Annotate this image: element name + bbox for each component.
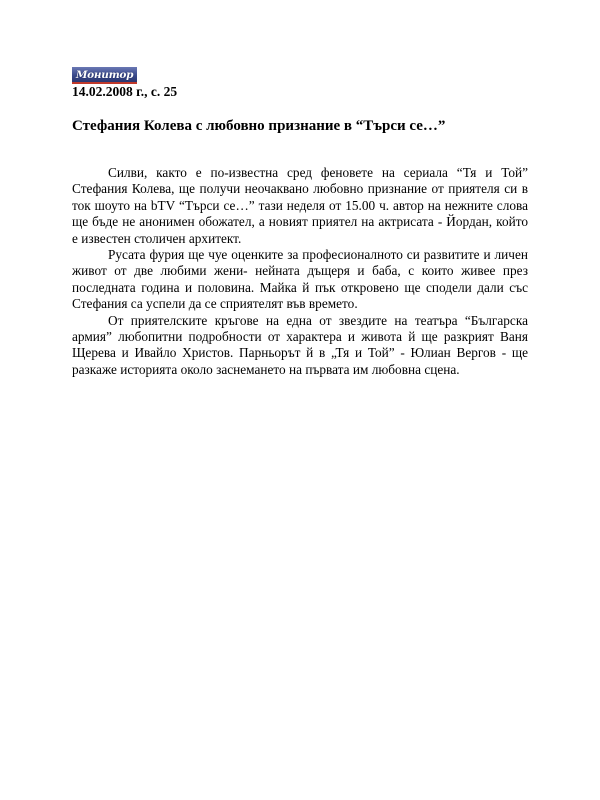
article-paragraph: Русата фурия ще чуе оценките за професионалното си развитите и личен живот от две любими жени- нейната дъщеря и баба, с които живее през последната година и половина. Майка й пък откровено ще сподели дали със Стефания са успели да се сприятелят във времето.	[72, 247, 528, 312]
date-line: 14.02.2008 г., с. 25	[72, 84, 178, 99]
article-body	[72, 165, 528, 378]
article-paragraph: Силви, както е по-известна сред феновете на сериала “Тя и Той” Стефания Колева, ще получи неочаквано любовно признание от приятеля си в ток шоуто на bTV “Търси се…” тази неделя от 15.00 ч. автор на нежните слова ще бъде не анонимен обожател, а новият приятел на актрисата - Йордан, който е известен столичен архитект.	[72, 165, 528, 246]
article-paragraph: От приятелските кръгове на една от звездите на театъра “Българска армия” любопитни подробности от характера и живота й ще разкрият Ваня Щерева и Ивайло Христов. Парньорът й в „Тя и Той” - Юлиан Вергов - ще разкаже историята около заснемането на първата им любовна сцена.	[72, 312, 528, 377]
newspaper-logo	[72, 67, 137, 84]
article-title: Стефания Колева с любовно признание в “Търси се…”	[72, 118, 446, 134]
logo-text: Монитор	[75, 68, 134, 81]
